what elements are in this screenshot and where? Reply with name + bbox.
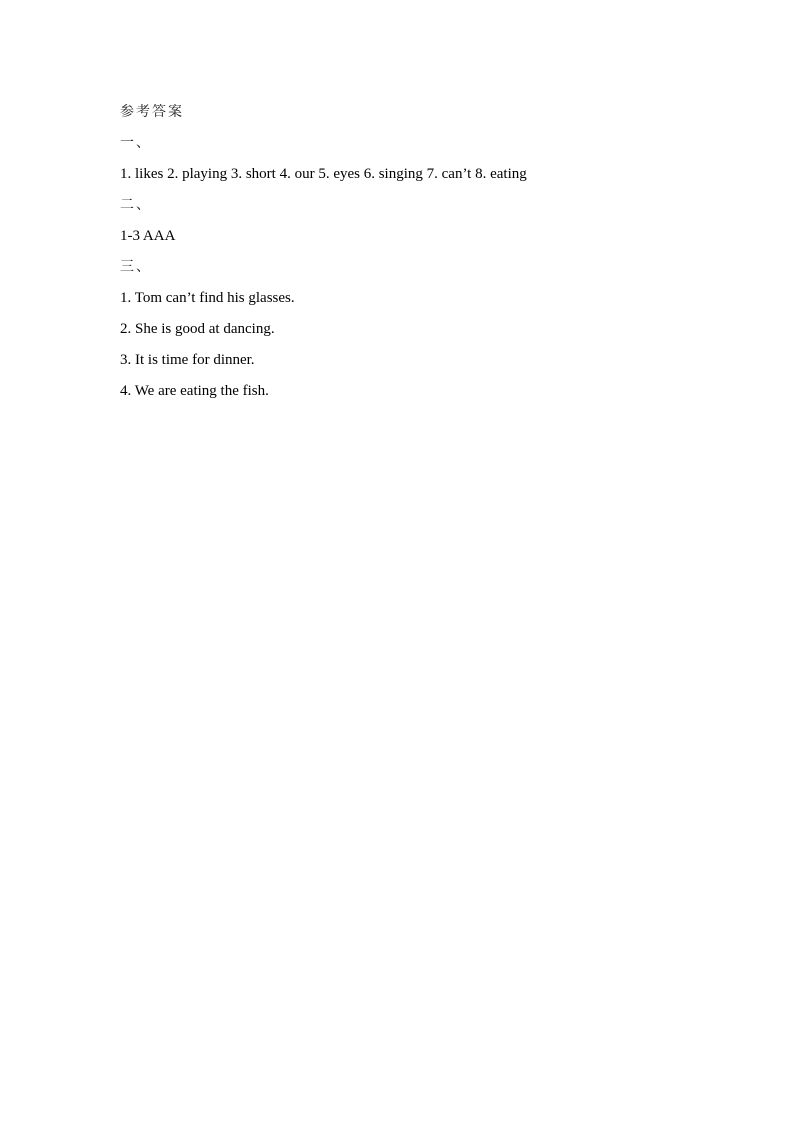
section-3-heading: 三、: [120, 259, 152, 275]
answer-key-title: 参考答案: [120, 104, 184, 120]
section-1-heading: 一、: [120, 135, 152, 151]
section-3-answer-2: 2. She is good at dancing.: [120, 321, 275, 337]
section-2-answers: 1-3 AAA: [120, 228, 176, 244]
section-1-answers: 1. likes 2. playing 3. short 4. our 5. eyes 6. singing 7. can’t 8. eating: [120, 166, 527, 182]
section-3-answer-3: 3. It is time for dinner.: [120, 352, 255, 368]
section-3-answer-1: 1. Tom can’t find his glasses.: [120, 290, 295, 306]
section-3-answer-4: 4. We are eating the fish.: [120, 383, 269, 399]
answer-key: [120, 100, 680, 410]
section-2-heading: 二、: [120, 197, 152, 213]
